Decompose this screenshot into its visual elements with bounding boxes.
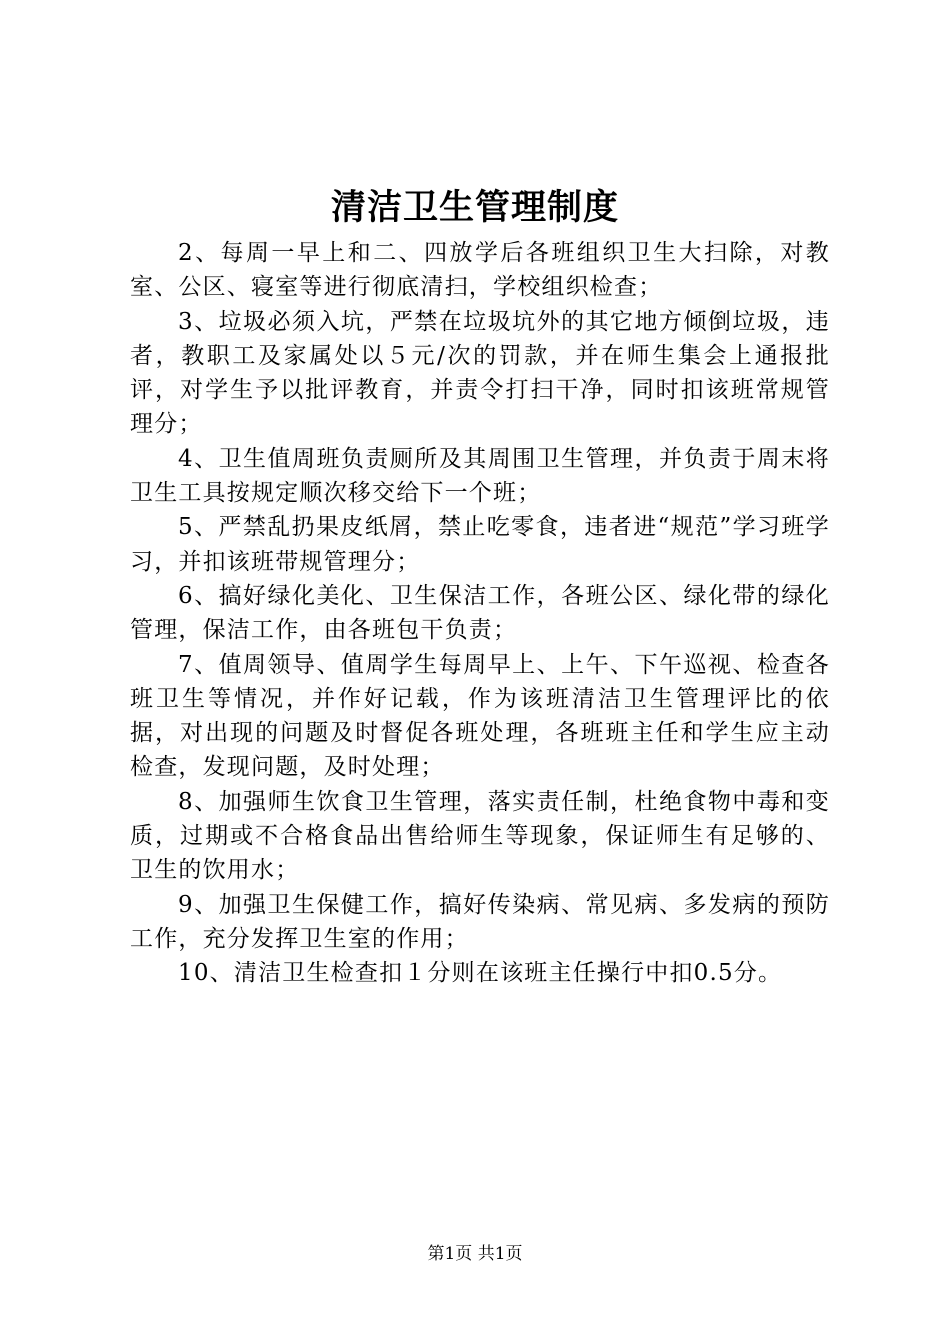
- paragraph-rule-8: 8、加强师生饮食卫生管理，落实责任制，杜绝食物中毒和变质，过期或不合格食品出售给师生等现象，保证师生有足够的、卫生的饮用水；: [130, 788, 830, 884]
- paragraph-rule-9: 9、加强卫生保健工作，搞好传染病、常见病、多发病的预防工作，充分发挥卫生室的作用；: [130, 891, 830, 952]
- paragraph-rule-7: 7、值周领导、值周学生每周早上、上午、下午巡视、检查各班卫生等情况，并作好记载，作为该班清洁卫生管理评比的依据，对出现的问题及时督促各班处理，各班班主任和学生应主动检查，发现问题，及时处理；: [130, 651, 830, 781]
- paragraph-rule-6: 6、搞好绿化美化、卫生保洁工作，各班公区、绿化带的绿化管理，保洁工作，由各班包干负责；: [130, 582, 830, 644]
- paragraph-rule-4: 4、卫生值周班负责厕所及其周围卫生管理，并负责于周末将卫生工具按规定顺次移交给下一个班；: [130, 445, 830, 507]
- paragraph-rule-3: 3、垃圾必须入坑，严禁在垃圾坑外的其它地方倾倒垃圾，违者，教职工及家属处以５元/次的罚款，并在师生集会上通报批评，对学生予以批评教育，并责令打扫干净，同时扣该班常规管理分；: [130, 308, 830, 438]
- paragraph-rule-2: 2、每周一早上和二、四放学后各班组织卫生大扫除，对教室、公区、寝室等进行彻底清扫，学校组织检查；: [130, 240, 830, 301]
- document-body: [130, 236, 830, 991]
- document-title: 清洁卫生管理制度: [330, 187, 619, 228]
- page-number-footer: 第1页 共1页: [427, 1244, 523, 1264]
- paragraph-rule-10: 10、清洁卫生检查扣１分则在该班主任操行中扣0.5分。: [178, 960, 783, 987]
- paragraph-rule-5: 5、严禁乱扔果皮纸屑，禁止吃零食，违者进“规范”学习班学习，并扣该班带规管理分；: [130, 514, 830, 575]
